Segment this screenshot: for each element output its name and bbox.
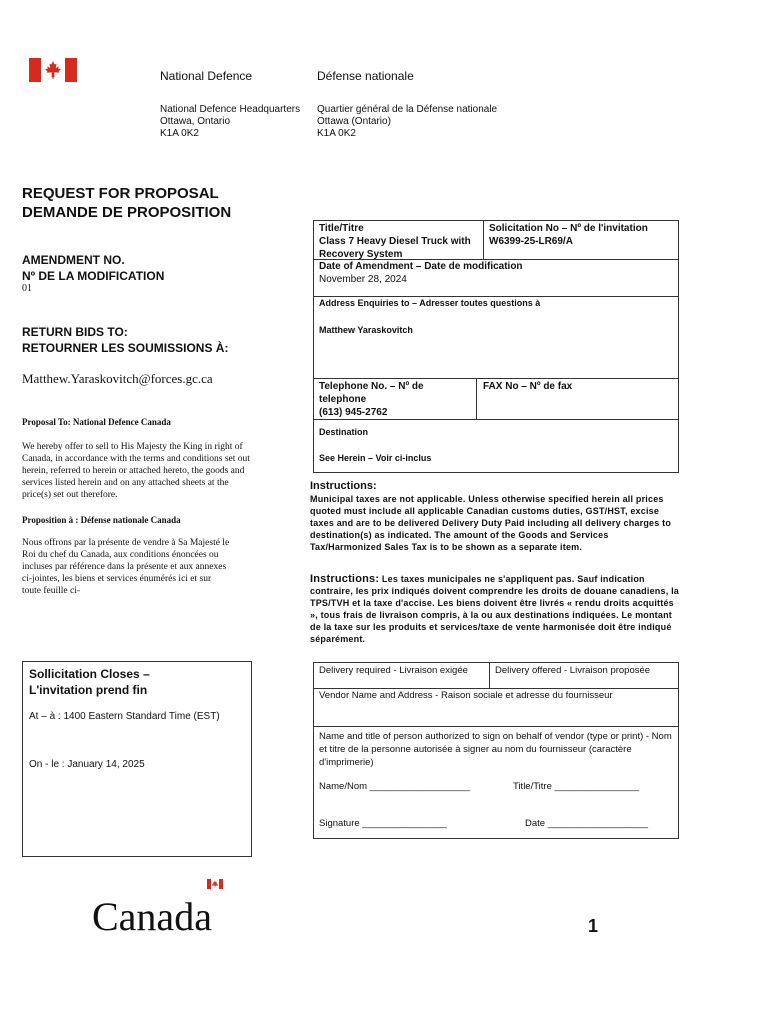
enquiries-name: Matthew Yaraskovitch — [319, 325, 413, 335]
phone-label — [319, 380, 424, 419]
closes-date: On - le : January 14, 2025 — [29, 759, 145, 770]
date-field[interactable]: Date ___________________ — [525, 818, 649, 829]
address-fr-line: Quartier général de la Défense nationale — [317, 104, 498, 115]
address-fr-line: K1A 0K2 — [317, 128, 356, 139]
phone-label-en: Telephone No. – Nº de — [319, 381, 424, 392]
closes-label-en: Sollicitation Closes – — [29, 667, 150, 681]
canada-wordmark-flag-icon — [207, 876, 223, 886]
instructions-heading-fr: Instructions: — [310, 573, 380, 585]
title-value-line1: Class 7 Heavy Diesel Truck with — [319, 236, 471, 247]
solicitation-label: Solicitation No – Nº de l'invitation — [489, 223, 648, 234]
closes-label — [29, 666, 150, 698]
address-fr — [317, 104, 497, 140]
address-fr-line: Ottawa (Ontario) — [317, 116, 391, 127]
title-field[interactable]: Title/Titre ________________ — [513, 781, 640, 792]
page-number: 1 — [588, 916, 599, 936]
return-bids-label-en: RETURN BIDS TO: — [22, 325, 128, 339]
phone-label-fr: telephone — [319, 394, 367, 405]
instructions-body-en: Municipal taxes are not applicable. Unless otherwise specified herein all prices quoted must include all applicable Canadian customs duties, GST/HST, excise taxes and are to be delivered Delivery Duty Paid including all delivery charges to destination(s) as indicated. The amount of the Goods and Services Tax/Harmonized Sales Tax is to be shown as a separate item. — [310, 494, 672, 552]
enquiries-label: Address Enquiries to – Adresser toutes questions à — [319, 298, 541, 308]
title-line-en: REQUEST FOR PROPOSAL — [22, 185, 219, 202]
return-bids-label — [22, 324, 228, 356]
title-label: Title/Titre — [319, 223, 364, 234]
amendment-label-en: AMENDMENT NO. — [22, 253, 125, 267]
divider — [476, 378, 477, 419]
canada-flag-logo — [29, 58, 77, 82]
canada-wordmark: Canada — [92, 894, 212, 939]
title-value-line2: Recovery System — [319, 249, 403, 260]
phone-value: (613) 945-2762 — [319, 407, 388, 418]
destination-label: Destination — [319, 427, 369, 437]
amendment-date-value: November 28, 2024 — [319, 274, 407, 285]
instructions-body-fr: Les taxes municipales ne s'appliquent pas. Sauf indication contraire, les prix indiqués doivent comprendre les droits de douane canadiens, la TPS/TVH et la taxe d'accise. Les biens doivent être livrés « rendu droits acquittés », tous frais de livraison compris, à la ou aux destinations indiquées. Le montant de la taxe sur les produits et services/taxe de vente harmonisée doit être indiqué séparément. — [310, 574, 679, 644]
return-email[interactable]: Matthew.Yaraskovitch@forces.gc.ca — [22, 371, 213, 386]
destination-value: See Herein – Voir ci-inclus — [319, 453, 432, 463]
divider — [313, 378, 679, 379]
return-bids-label-fr: RETOURNER LES SOUMISSIONS À: — [22, 341, 229, 355]
address-en — [160, 104, 300, 140]
dept-name-fr: Défense nationale — [317, 69, 414, 83]
amendment-date-label: Date of Amendment – Date de modification — [319, 261, 523, 272]
closes-time: At – à : 1400 Eastern Standard Time (EST) — [29, 711, 220, 722]
fax-label: FAX No – Nº de fax — [483, 381, 573, 392]
instructions-fr — [310, 573, 680, 645]
authorized-signer-label: Name and title of person authorized to sign on behalf of vendor (type or print) - Nom et titre de la personne autorisée à signer au nom du fournisseur (caractère d'imprimerie) — [319, 731, 672, 768]
divider — [489, 662, 490, 688]
delivery-required-label: Delivery required - Livraison exigée — [319, 665, 468, 676]
title-line-fr: DEMANDE DE PROPOSITION — [22, 204, 232, 221]
amendment-number: 01 — [22, 283, 32, 294]
address-en-line: National Defence Headquarters — [160, 104, 301, 115]
divider — [313, 419, 679, 420]
signature-field[interactable]: Signature ________________ — [319, 818, 447, 829]
delivery-offered-label: Delivery offered - Livraison proposée — [495, 665, 651, 676]
amendment-label-fr: Nº DE LA MODIFICATION — [22, 269, 165, 283]
proposal-body-fr: Nous offrons par la présente de vendre à Sa Majesté le Roi du chef du Canada, aux conditions énoncées ou incluses par référence dans la présente et aux annexes ci-jointes, les biens et services énumérés ici et sur toute feuille ci- — [22, 538, 230, 596]
solicitation-number: W6399-25-LR69/A — [489, 236, 573, 247]
document-title — [22, 184, 231, 222]
divider — [313, 726, 679, 727]
instructions-heading-en: Instructions: — [310, 480, 377, 492]
closes-label-fr: L'invitation prend fin — [29, 683, 148, 697]
proposal-heading-en: Proposal To: National Defence Canada — [22, 417, 171, 427]
name-field[interactable]: Name/Nom ___________________ — [319, 781, 471, 792]
vendor-name-label: Vendor Name and Address - Raison sociale et adresse du fournisseur — [319, 690, 613, 701]
address-en-line: K1A 0K2 — [160, 128, 199, 139]
proposal-body-en: We hereby offer to sell to His Majesty the King in right of Canada, in accordance with the terms and conditions set out herein, referred to herein or attached hereto, the goods and services listed herein and on any attached sheets at the price(s) set out therefore. — [22, 442, 250, 500]
divider — [483, 220, 484, 260]
proposal-heading-fr: Proposition à : Défense nationale Canada — [22, 515, 181, 525]
amendment-label — [22, 252, 164, 284]
address-en-line: Ottawa, Ontario — [160, 116, 231, 127]
dept-name-en: National Defence — [160, 69, 253, 83]
